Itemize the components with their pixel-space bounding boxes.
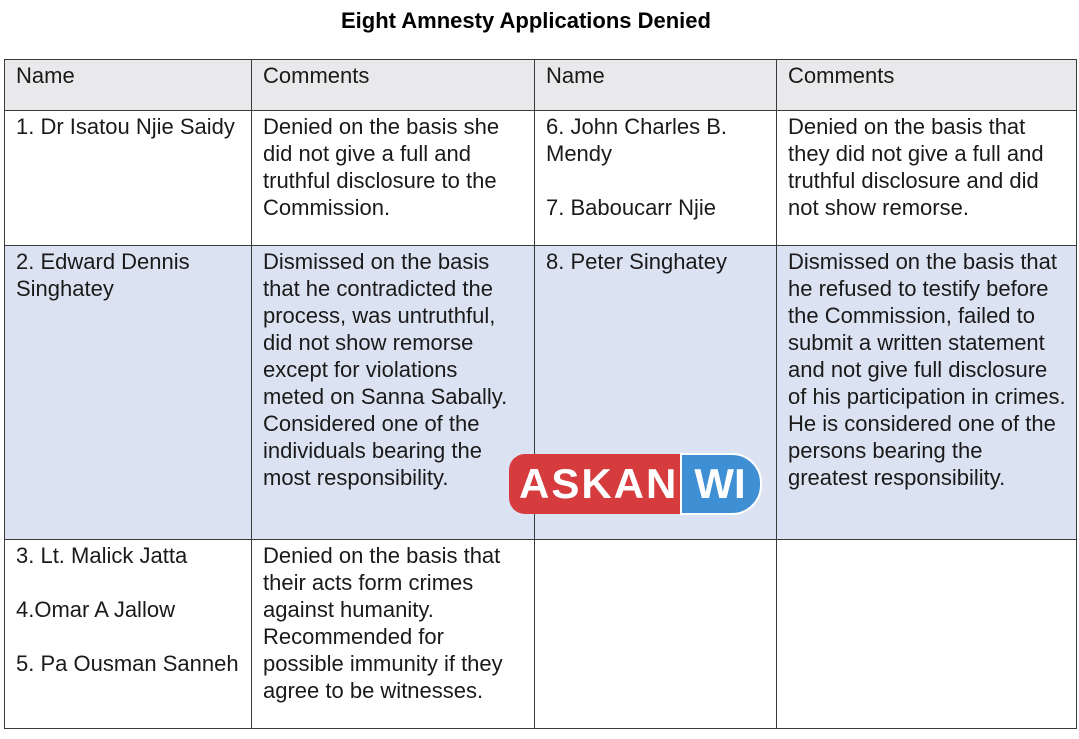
applicant-name: 8. Peter Singhatey [546, 249, 728, 274]
applicant-name: 7. Baboucarr Njie [546, 195, 716, 220]
header-comments-left: Comments [252, 60, 535, 111]
comment-cell: Denied on the basis she did not give a full and truthful disclosure to the Commission. [252, 111, 535, 246]
name-cell [5, 540, 252, 729]
table-header-row [5, 60, 1077, 111]
watermark-left-text: ASKAN [509, 454, 684, 514]
applicant-name: 5. Pa Ousman Sanneh [16, 651, 239, 676]
name-cell [535, 111, 777, 246]
name-cell [5, 246, 252, 540]
name-cell [5, 111, 252, 246]
empty-name-cell [535, 540, 777, 729]
comment-cell: Denied on the basis that their acts form crimes against humanity. Recommended for possible immunity if they agree to be witnesses. [252, 540, 535, 729]
askanwi-watermark-logo [509, 453, 762, 515]
document-title: Eight Amnesty Applications Denied [341, 8, 711, 33]
empty-comment-cell [777, 540, 1077, 729]
header-name-right: Name [535, 60, 777, 111]
applicant-name: 6. John Charles B. Mendy [546, 114, 727, 166]
comment-cell: Denied on the basis that they did not give a full and truthful disclosure and did not show remorse. [777, 111, 1077, 246]
table-row [5, 540, 1077, 729]
comment-cell: Dismissed on the basis that he contradicted the process, was untruthful, did not show remorse except for violations meted on Sanna Sabally. Considered one of the individuals bearing the most responsibility. [252, 246, 535, 540]
header-name-left: Name [5, 60, 252, 111]
comment-cell: Dismissed on the basis that he refused to testify before the Commission, failed to submit a written statement and not give full disclosure of his participation in crimes. He is considered one of the persons bearing the greatest responsibility. [777, 246, 1077, 540]
applicant-name: 2. Edward Dennis Singhatey [16, 249, 190, 301]
watermark-right-text: WI [680, 453, 761, 515]
applicant-name: 3. Lt. Malick Jatta [16, 543, 188, 568]
applicant-name: 1. Dr Isatou Njie Saidy [16, 114, 235, 139]
table-row [5, 111, 1077, 246]
header-comments-right: Comments [777, 60, 1077, 111]
amnesty-table [4, 59, 1077, 729]
applicant-name: 4.Omar A Jallow [16, 597, 175, 622]
